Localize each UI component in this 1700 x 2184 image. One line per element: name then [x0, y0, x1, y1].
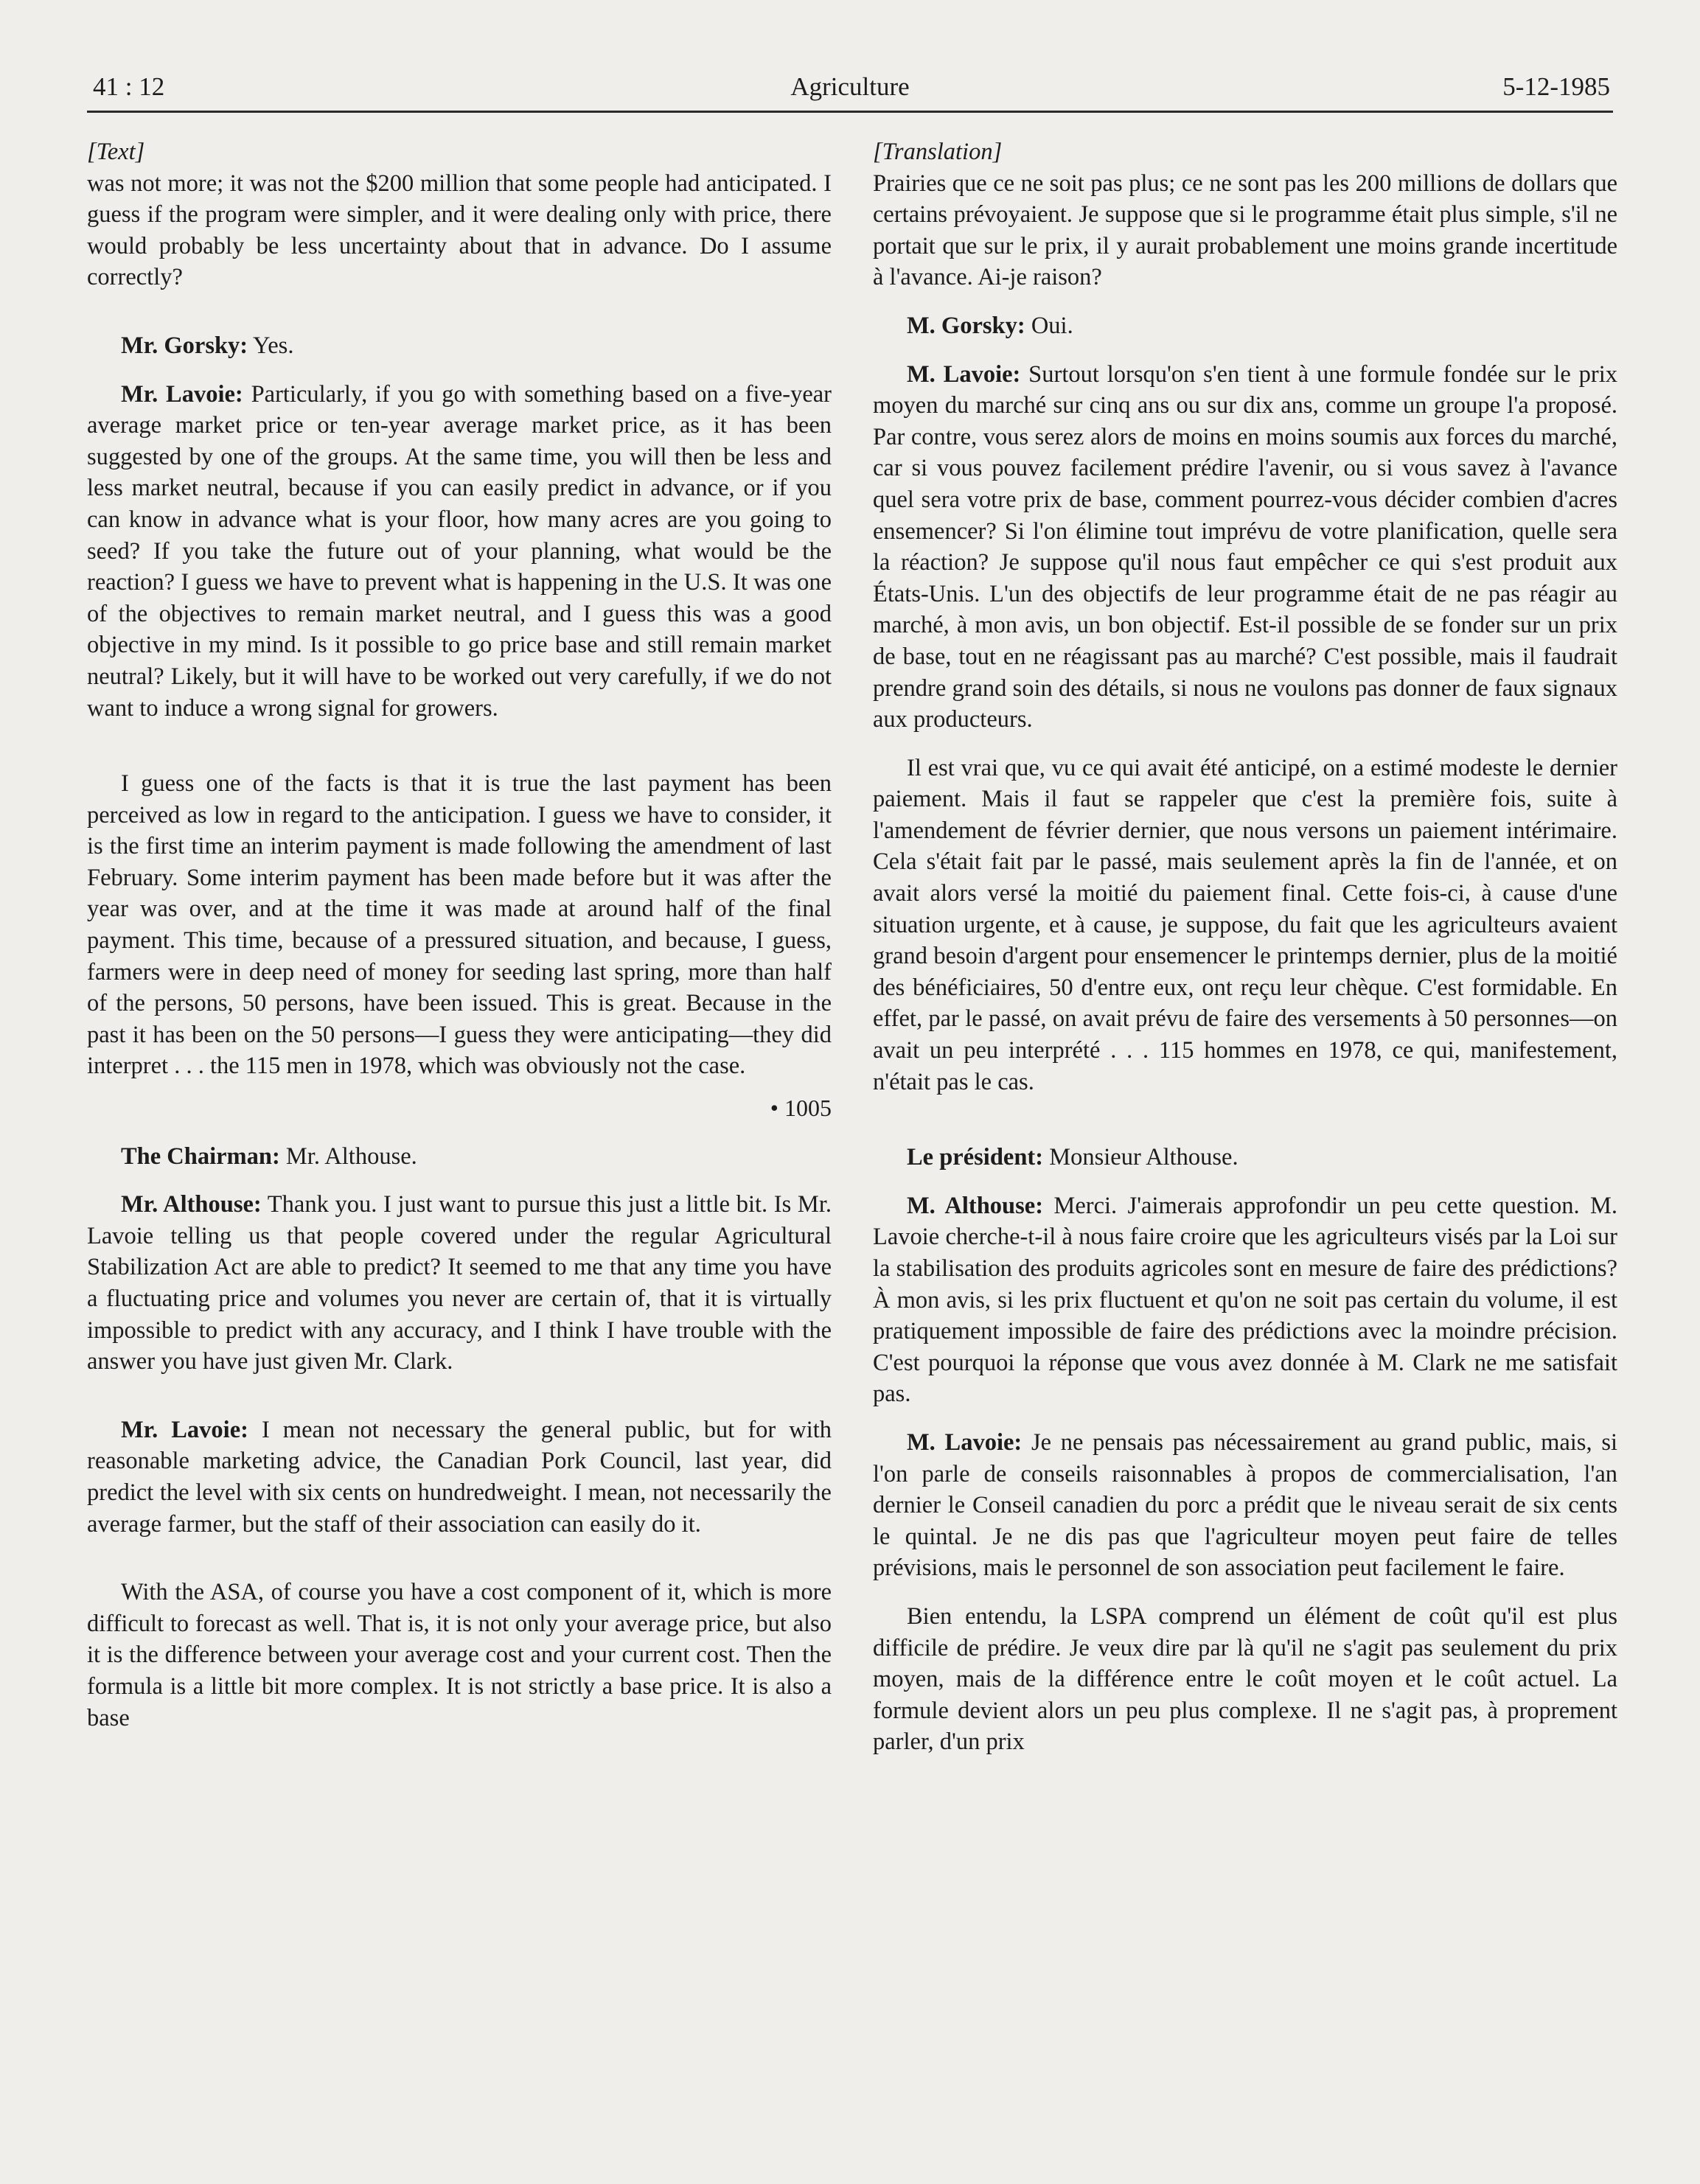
paragraph — [873, 1142, 1617, 1173]
speaker-name: The Chairman: — [121, 1142, 280, 1170]
speech-text: Monsieur Althouse. — [1043, 1144, 1239, 1171]
paragraph: was not more; it was not the $200 million that some people had anticipated. I guess if the program were simpler, and it were dealing only with price, there would probably be less uncertainty about that in advance. Do I assume correctly? — [87, 170, 832, 291]
paragraph: With the ASA, of course you have a cost component of it, which is more difficult to forecast as well. That is, it is not only your average price, but also it is the difference between your average cost and your current cost. Then the formula is a little bit more complex. It is not strictly a base price. It is also a base — [87, 1579, 832, 1731]
time-marker: • 1005 — [770, 1095, 832, 1122]
paragraph: Il est vrai que, vu ce qui avait été anticipé, on a estimé modeste le dernier paiement. Mais il faut se rappeler que c'est la première fois, suite à l'amendement de février dernier, que nous versons un paiement intérimaire. Cela s'était fait par le passé, mais seulement après la fin de l'année, et on avait alors versé la moitié du paiement final. Cette fois-ci, à cause d'une situation urgente, et à cause, je suppose, du fait que les agriculteurs avaient grand besoin d'argent pour ensemencer le printemps dernier, plus de la moitié des bénéficiaires, 50 d'entre eux, ont reçu leur chèque. C'est formidable. En effet, par le passé, on avait prévu de faire des versements à 50 personnes—on avait un peu interprété . . . 115 hommes en 1978, ce qui, manifestement, n'était pas le cas. — [873, 754, 1617, 1095]
speaker-name: M. Lavoie: — [907, 360, 1021, 388]
speech-text: Oui. — [1025, 312, 1073, 339]
paragraph — [873, 310, 1617, 342]
paragraph — [87, 330, 832, 362]
speaker-name: M. Althouse: — [907, 1192, 1044, 1219]
speech-text: Je ne pensais pas nécessairement au grand public, mais, si l'on parle de conseils raisonnables à propos de commercialisation, l'an dernier le Conseil canadien du porc a prédit que le niveau serait de six cents le quintal. Je ne dis pas que l'agriculteur moyen peut faire de telles prévisions, mais le personnel de son association peut facilement le faire. — [873, 1428, 1617, 1582]
speaker-name: Mr. Althouse: — [121, 1191, 262, 1218]
paragraph — [873, 359, 1617, 736]
speech-text: Particularly, if you go with something based on a five-year average market price or ten-year average market price, as it has been suggested by one of the groups. At the same time, you will then be less and less market neutral, because if you can easily predict in advance, or if you can know in advance what is your floor, how many acres are you going to seed? If you take the future out of your planning, what would be the reaction? I guess we have to prevent what is happening in the U.S. It was one of the objectives to remain market neutral, and I guess this was a good objective in my mind. Is it possible to go price base and still remain market neutral? Likely, but it will have to be worked out very carefully, if we do not want to induce a wrong signal for growers. — [87, 380, 832, 722]
page-date: 5-12-1985 — [1502, 72, 1610, 101]
paragraph — [873, 1427, 1617, 1584]
paragraph: I guess one of the facts is that it is true the last payment has been perceived as low in regard to the anticipation. I guess we have to consider, it is the first time an interim payment is made following the amendment of last February. Some interim payment has been made before but it was after the year was over, and at the time it was made at around half of the final payment. This time, because of a pressured situation, and because, I guess, farmers were in deep need of money for seeding last spring, more than half of the persons, 50 persons, have been issued. This is great. Because in the past it has been on the 50 persons—I guess they were anticipating—they did interpret . . . the 115 men in 1978, which was obviously not the case. — [87, 770, 832, 1080]
speaker-name: Le président: — [907, 1144, 1044, 1171]
column-label: [Text] — [87, 139, 145, 165]
speaker-name: M. Gorsky: — [907, 312, 1025, 339]
speech-text: Thank you. I just want to pursue this just a little bit. Is Mr. Lavoie telling us that people covered under the regular Agricultural Stabilization Act are able to predict? It seemed to me that any time you have a fluctuating price and volumes you never are certain of, that it is virtually impossible to predict with any accuracy, and I think I have trouble with the answer you have just given Mr. Clark. — [87, 1191, 832, 1375]
paragraph — [87, 1141, 832, 1173]
speech-text: Merci. J'aimerais approfondir un peu cette question. M. Lavoie cherche-t-il à nous faire croire que les agriculteurs visés par la Loi sur la stabilisation des produits agricoles sont en mesure de faire des prédictions? À mon avis, si les prix fluctuent et qu'on ne soit pas certain du volume, il est pratiquement impossible de faire des prédictions avec la moindre précision. C'est pourquoi la réponse que vous avez donnée à M. Clark ne me satisfait pas. — [873, 1192, 1618, 1408]
speaker-name: Mr. Lavoie: — [121, 380, 243, 408]
paragraph: Prairies que ce ne soit pas plus; ce ne sont pas les 200 millions de dollars que certains prévoyaient. Je suppose que si le programme était plus simple, s'il ne portait que sur le prix, il y aurait probablement une moins grande incertitude à l'avance. Ai-je raison? — [873, 170, 1617, 291]
speaker-name: Mr. Gorsky: — [121, 332, 248, 359]
page-title: Agriculture — [790, 72, 910, 101]
speech-text: I mean not necessary the general public, but for with reasonable marketing advice, the Canadian Pork Council, last year, did predict the level with six cents on hundredweight. I mean, not necessarily the average farmer, but the staff of their association can easily do it. — [87, 1416, 832, 1538]
paragraph: Bien entendu, la LSPA comprend un élément de coût qu'il est plus difficile de prédire. Je veux dire par là qu'il ne s'agit pas seulement du prix moyen, mais de la différence entre le coût moyen et le coût actuel. La formule devient alors un peu plus complexe. Il ne s'agit pas, à proprement parler, d'un prix — [873, 1602, 1617, 1756]
paragraph — [873, 1190, 1617, 1410]
paragraph — [87, 1414, 832, 1540]
english-column — [87, 136, 832, 2141]
speaker-name: Mr. Lavoie: — [121, 1416, 248, 1443]
column-label: [Translation] — [873, 139, 1003, 165]
page-header — [87, 65, 1613, 113]
paragraph — [87, 1189, 832, 1378]
paragraph — [87, 379, 832, 725]
page-number: 41 : 12 — [93, 72, 165, 101]
speech-text: Surtout lorsqu'on s'en tient à une formule fondée sur le prix moyen du marché sur cinq ans ou sur dix ans, comme un groupe l'a proposé. Par contre, vous serez alors de moins en moins soumis aux forces du marché, car si vous pouvez facilement prédire l'avenir, ou si vous savez à l'avance quel sera votre prix de base, comment pourrez-vous décider combien d'acres ensemencer? Si l'on élimine tout imprévu de votre planification, quelle sera la réaction? Je suppose qu'il nous faut empêcher ce qui s'est produit aux États-Unis. L'un des objectifs de leur programme était de ne pas réagir au marché, à mon avis, un bon objectif. Est-il possible de se fonder sur un prix de base, tout en ne réagissant pas au marché? C'est possible, mais il faudrait prendre grand soin des détails, si nous ne voulons pas donner de faux signaux aux producteurs. — [873, 360, 1617, 733]
speech-text: Mr. Althouse. — [279, 1142, 417, 1170]
speech-text: Yes. — [248, 332, 294, 359]
french-column — [873, 136, 1617, 2141]
speaker-name: M. Lavoie: — [907, 1428, 1023, 1456]
